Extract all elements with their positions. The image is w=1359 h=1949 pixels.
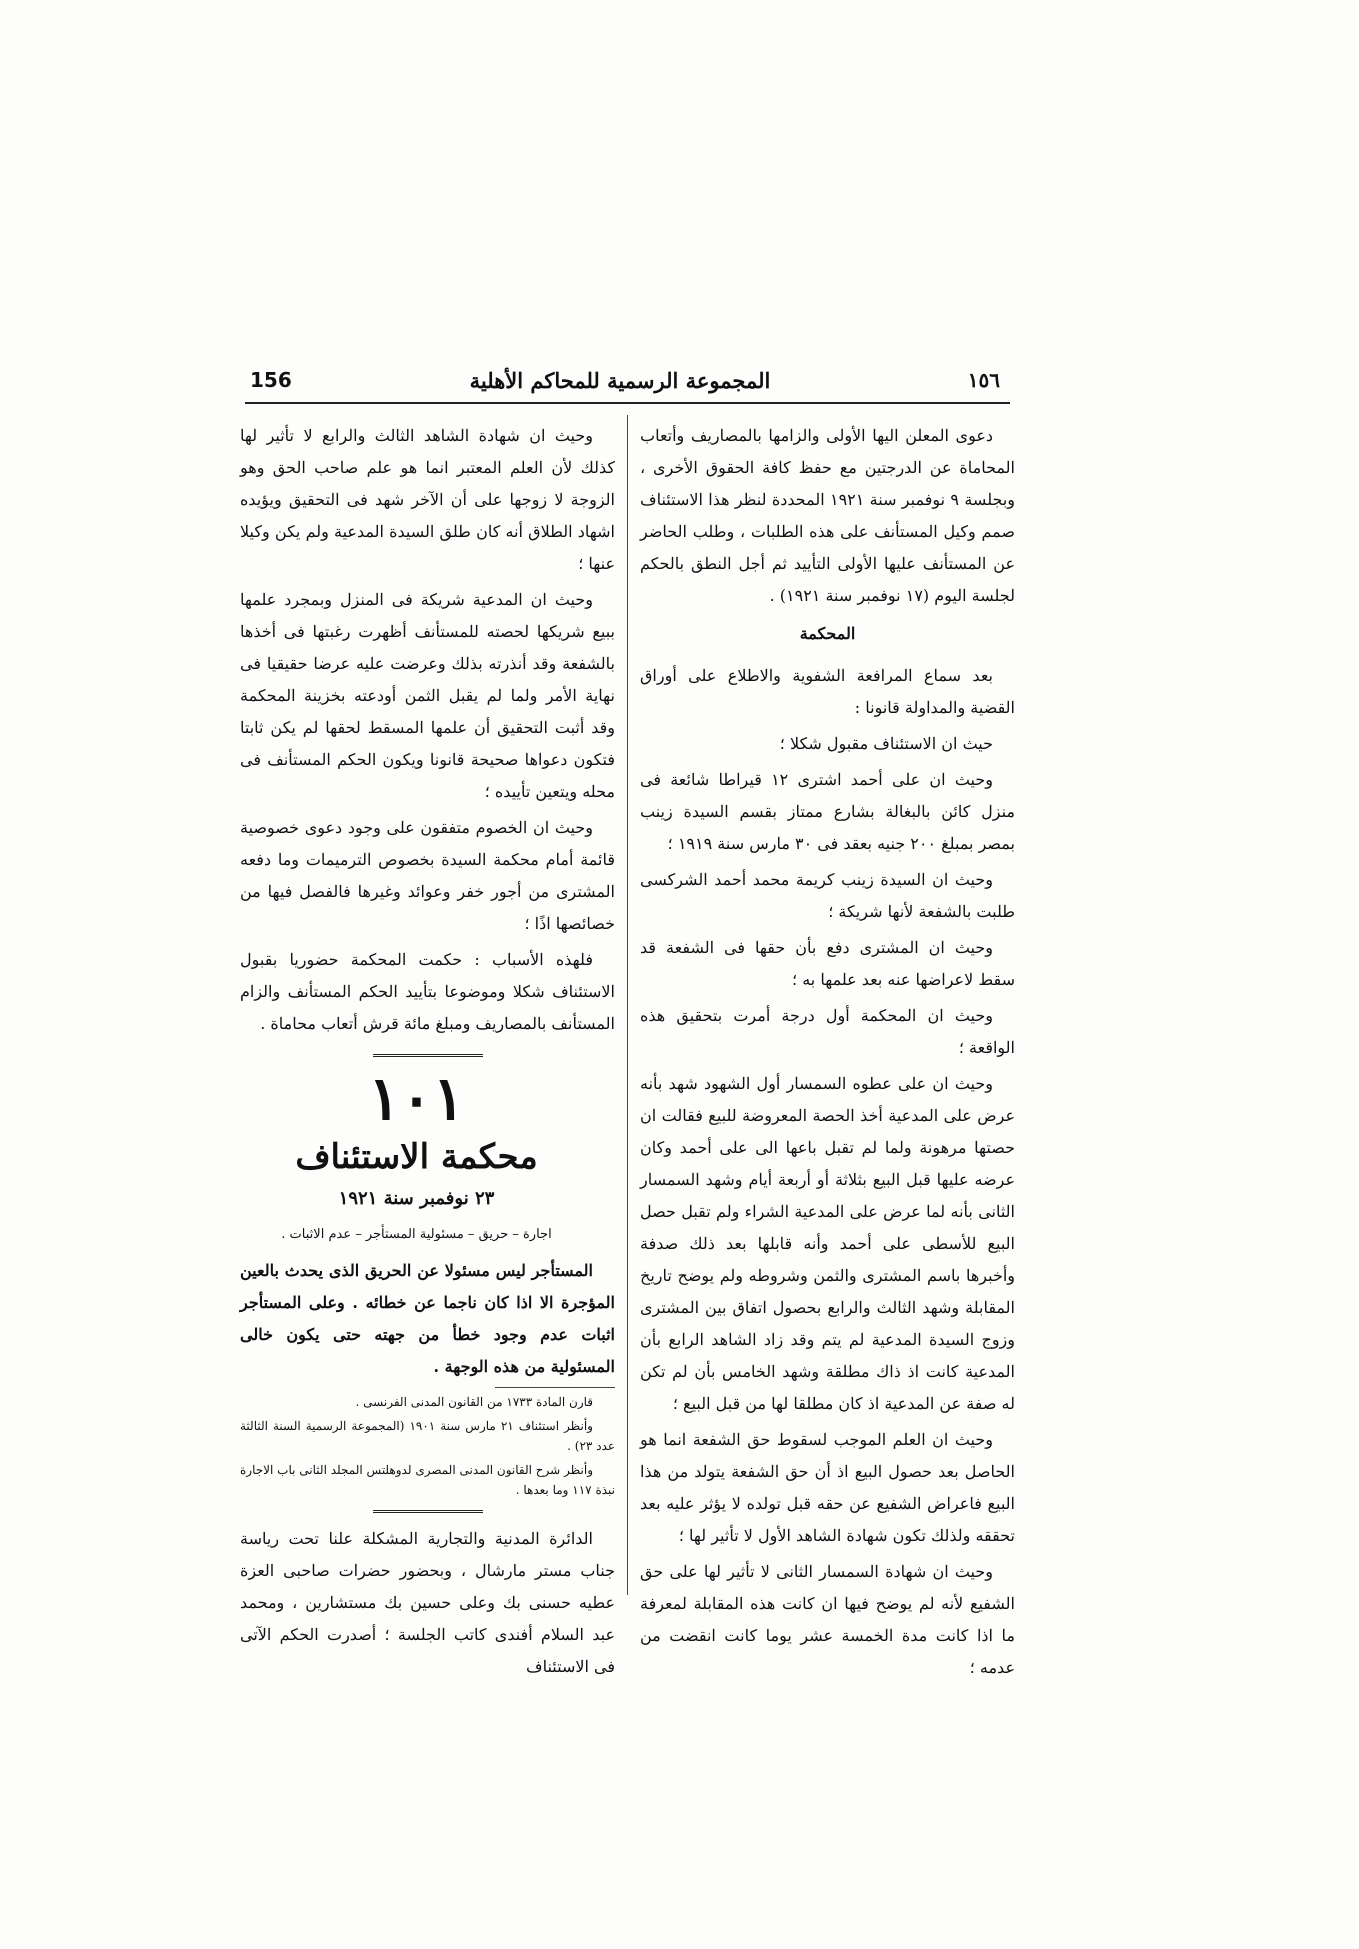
paragraph: دعوى المعلن اليها الأولى والزامها بالمصاريف وأتعاب المحاماة عن الدرجتين مع حفظ كافة الحقوق الأخرى ، وبجلسة ٩ نوفمبر سنة ١٩٢١ المحددة لنظر هذا الاستئناف صمم وكيل المستأنف على هذه الطلبات ، وطلب الحاضر عن المستأنف عليها الأولى التأييد ثم أجل النطق بالحكم لجلسة اليوم (١٧ نوفمبر سنة ١٩٢١) . <box>640 426 1015 605</box>
footnote-rule <box>495 1387 615 1388</box>
paragraph: بعد سماع المرافعة الشفوية والاطلاع على أوراق القضية والمداولة قانونا : <box>640 666 1015 717</box>
paragraph: حيث ان الاستئناف مقبول شكلا ؛ <box>779 734 993 753</box>
paragraph: وحيث ان شهادة الشاهد الثالث والرابع لا تأثير لها كذلك لأن العلم المعتبر انما هو علم صاحب الحق وهو الزوجة لا زوجها على أن الآخر شهد فى التحقيق ويؤيده اشهاد الطلاق أنه كان طلق السيدة المدعية ولم يكن وكيلا عنها ؛ <box>240 426 615 573</box>
paragraph: وحيث ان المشترى دفع بأن حقها فى الشفعة قد سقط لاعراضها عنه بعد علمها به ؛ <box>640 938 1015 989</box>
case-keywords: اجارة – حريق – مسئولية المستأجر – عدم الاثبات . <box>281 1227 552 1242</box>
footnote: وأنظر شرح القانون المدنى المصرى لدوهلتس المجلد الثانى باب الاجارة نبذة ١١٧ وما بعدها . <box>240 1463 615 1497</box>
paragraph: وحيث ان شهادة السمسار الثانى لا تأثير لها على حق الشفيع لأنه لم يوضح فيها ان كانت هذه المقابلة لمعرفة ما اذا كانت مدة الخمسة عشر يوما كانت انقضت من عدمه ؛ <box>640 1562 1015 1677</box>
paragraph: وحيث ان على أحمد اشترى ١٢ قيراطا شائعة فى منزل كائن بالبغالة بشارع ممتاز بقسم السيدة زينب بمصر بمبلغ ٢٠٠ جنيه بعقد فى ٣٠ مارس سنة ١٩١٩ ؛ <box>640 770 1015 853</box>
case-date: ٢٣ نوفمبر سنة ١٩٢١ <box>338 1188 495 1209</box>
paragraph: وحيث ان السيدة زينب كريمة محمد أحمد الشركسى طلبت بالشفعة لأنها شريكة ؛ <box>640 870 1015 921</box>
case-number: ١٠١ <box>368 1064 465 1134</box>
page-number-latin: 156 <box>250 368 292 392</box>
paragraph: فلهذه الأسباب : حكمت المحكمة حضوريا بقبول الاستئناف شكلا وموضوعا بتأييد الحكم المستأنف والزام المستأنف بالمصاريف ومبلغ مائة قرش أتعاب محاماة . <box>240 950 615 1033</box>
left-column <box>240 420 615 1687</box>
court-name: محكمة الاستئناف <box>295 1137 538 1177</box>
right-column <box>640 420 1015 1688</box>
paragraph: وحيث ان على عطوه السمسار أول الشهود شهد بأنه عرض على المدعية أخذ الحصة المعروضة للبيع فقالت ان حصتها مرهونة ولما لم تقبل باعها الى على أحمد وكان عرضه عليها قبل البيع بثلاثة أو أربعة أيام وشهد السمسار الثانى بأنه لما عرض على المدعية الشراء ولم تقبل حصل البيع للأسطى على أحمد وأنه قابلها بعد ذلك صدفة وأخبرها باسم المشترى والثمن وشروطه ولم يوضح تاريخ المقابلة وشهد الثالث والرابع بحصول اتفاق بين المشترى وزوج السيدة المدعية لم يتم وقد زاد الشاهد الرابع بأن المدعية كانت اذ ذاك مطلقة وشهد الخامس بأن لم تكن له صفة عن المدعية اذ كان مطلقا لها من قبل البيع ؛ <box>640 1074 1015 1413</box>
paragraph: وحيث ان الخصوم متفقون على وجود دعوى خصوصية قائمة أمام محكمة السيدة بخصوص الترميمات وما دفعه المشترى من أجور خفر وعوائد وغيرها فالفصل فيها من خصائصها اذًا ؛ <box>240 818 615 933</box>
paragraph: الدائرة المدنية والتجارية المشكلة علنا تحت رياسة جناب مستر مارشال ، وبحضور حضرات صاحبى العزة عطيه حسنى بك وعلى حسين بك مستشارين ، ومحمد عبد السلام أفندى كاتب الجلسة ؛ أصدرت الحكم الآتى فى الاستئناف <box>240 1529 615 1676</box>
header-rule <box>245 402 1010 404</box>
running-title: المجموعة الرسمية للمحاكم الأهلية <box>469 368 771 393</box>
column-divider <box>627 415 628 1595</box>
case-summary: المستأجر ليس مسئولا عن الحريق الذى يحدث بالعين المؤجرة الا اذا كان ناجما عن خطائه . وعلى المستأجر اثبات عدم وجود خطأ من جهته حتى يكون خالى المسئولية من هذه الوجهة . <box>240 1261 615 1376</box>
paragraph: وحيث ان العلم الموجب لسقوط حق الشفعة انما هو الحاصل بعد حصول البيع اذ أن حق الشفعة يتولد من هذا البيع فاعراض الشفيع عن حقه قبل تولده لا يؤثر عليه بعد تحققه ولذلك تكون شهادة الشاهد الأول لا تأثير لها ؛ <box>640 1430 1015 1545</box>
section-separator <box>373 1510 483 1513</box>
paragraph: وحيث ان المحكمة أول درجة أمرت بتحقيق هذه الواقعة ؛ <box>640 1006 1015 1057</box>
case-separator <box>373 1054 483 1057</box>
footnote: وأنظر استئناف ٢١ مارس سنة ١٩٠١ (المجموعة الرسمية السنة الثالثة عدد ٢٣) . <box>240 1419 615 1453</box>
footnote: قارن المادة ١٧٣٣ من القانون المدنى الفرنسى . <box>355 1395 593 1409</box>
page-number-arabic: ١٥٦ <box>967 368 1000 392</box>
paragraph: وحيث ان المدعية شريكة فى المنزل وبمجرد علمها ببيع شريكها لحصته للمستأنف أظهرت رغبتها فى أخذها بالشفعة وقد أنذرته بذلك وعرضت عليه عرضا حقيقيا فى نهاية الأمر ولما لم يقبل الثمن أودعته بخزينة المحكمة وقد أثبت التحقيق أن علمها المسقط لحقها لم يكن ثابتا فتكون دعواها صحيحة قانونا ويكون الحكم المستأنف فى محله ويتعين تأييده ؛ <box>240 590 615 801</box>
section-heading: المحكمة <box>799 624 856 643</box>
